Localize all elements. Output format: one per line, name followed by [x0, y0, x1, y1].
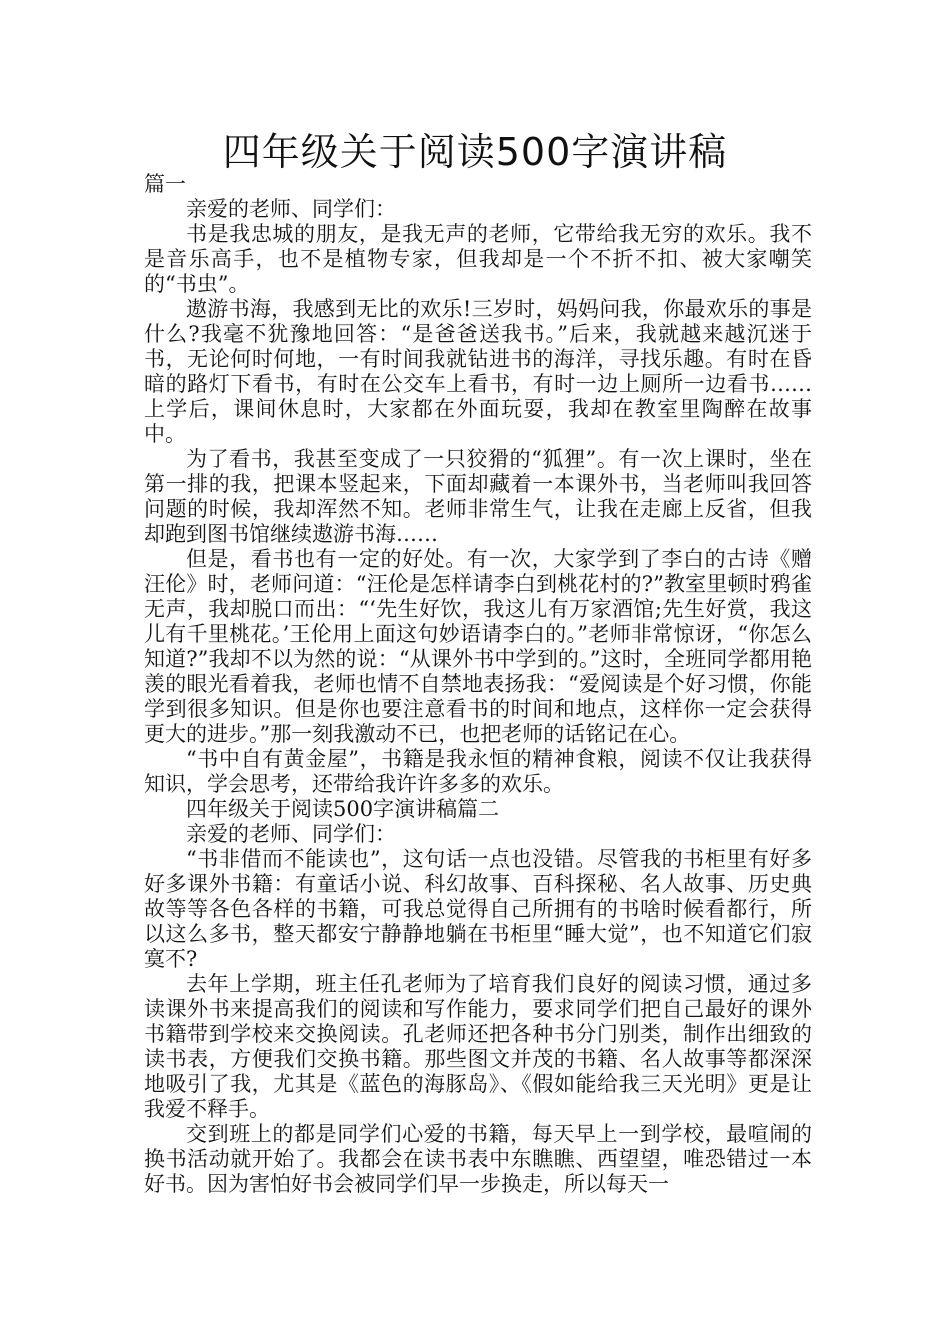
- paragraph: 遨游书海，我感到无比的欢乐!三岁时，妈妈问我，你最欢乐的事是什么?我毫不犹豫地回答：“是爸爸送我书。”后来，我就越来越沉迷于书，无论何时何地，一有时间我就钻进书的海洋，寻找乐趣。有时在昏暗的路灯下看书，有时在公交车上看书，有时一边上厕所一边看书……上学后，课间休息时，大家都在外面玩耍，我却在教室里陶醉在故事中。: [144, 297, 812, 446]
- paragraph: 亲爱的老师、同学们：: [186, 197, 396, 221]
- paragraph: 书是我忠城的朋友，是我无声的老师，它带给我无穷的欢乐。我不是音乐高手，也不是植物专家，但我却是一个不折不扣、被大家嘲笑的“书虫”。: [144, 222, 812, 296]
- paragraph: 为了看书，我甚至变成了一只狡猾的“狐狸”。有一次上课时，坐在第一排的我，把课本竖起来，下面却藏着一本课外书，当老师叫我回答问题的时候，我却浑然不知。老师非常生气，让我在走廊上反省，但我却跑到图书馆继续遨游书海……: [144, 447, 812, 546]
- document-title: 四年级关于阅读500字演讲稿: [222, 130, 728, 174]
- paragraph: “书非借而不能读也”，这句话一点也没错。尽管我的书柜里有好多好多课外书籍：有童话小说、科幻故事、百科探秘、名人故事、历史典故等等各色各样的书籍，可我总觉得自己所拥有的书啥时候看都行，所以这么多书，整天都安宁静静地躺在书柜里“睡大觉”，也不知道它们寂寞不?: [144, 847, 812, 971]
- paragraph: “书中自有黄金屋”，书籍是我永恒的精神食粮，阅读不仅让我获得知识，学会思考，还带给我许许多多的欢乐。: [144, 747, 812, 796]
- paragraph: 去年上学期，班主任孔老师为了培育我们良好的阅读习惯，通过多读课外书来提高我们的阅读和写作能力，要求同学们把自己最好的课外书籍带到学校来交换阅读。孔老师还把各种书分门别类，制作出细致的读书表，方便我们交换书籍。那些图文并茂的书籍、名人故事等都深深地吸引了我，尤其是《蓝色的海豚岛》、《假如能给我三天光明》更是让我爱不释手。: [144, 972, 812, 1121]
- paragraph: 但是，看书也有一定的好处。有一次，大家学到了李白的古诗《赠汪伦》时，老师问道：“汪伦是怎样请李白到桃花村的?”教室里顿时鸦雀无声，我却脱口而出：“‘先生好饮，我这儿有万家酒馆;先生好赏，我这儿有千里桃花。’王伦用上面这句妙语请李白的。”老师非常惊讶，“你怎么知道?”我却不以为然的说：“从课外书中学到的。”这时，全班同学都用艳羡的眼光看着我，老师也情不自禁地表扬我：“爱阅读是个好习惯，你能学到很多知识。但是你也要注意看书的时间和地点，这样你一定会获得更大的进步。”那一刻我激动不已，也把老师的话铭记在心。: [144, 547, 812, 746]
- section-heading: 四年级关于阅读500字演讲稿篇二: [186, 797, 500, 821]
- paragraph: 交到班上的都是同学们心爱的书籍，每天早上一到学校，最喧闹的换书活动就开始了。我都会在读书表中东瞧瞧、西望望，唯恐错过一本好书。因为害怕好书会被同学们早一步换走，所以每天一: [144, 1122, 812, 1196]
- document-body: [144, 172, 812, 1197]
- paragraph: 亲爱的老师、同学们：: [186, 822, 396, 846]
- section-heading: 篇一: [144, 172, 186, 196]
